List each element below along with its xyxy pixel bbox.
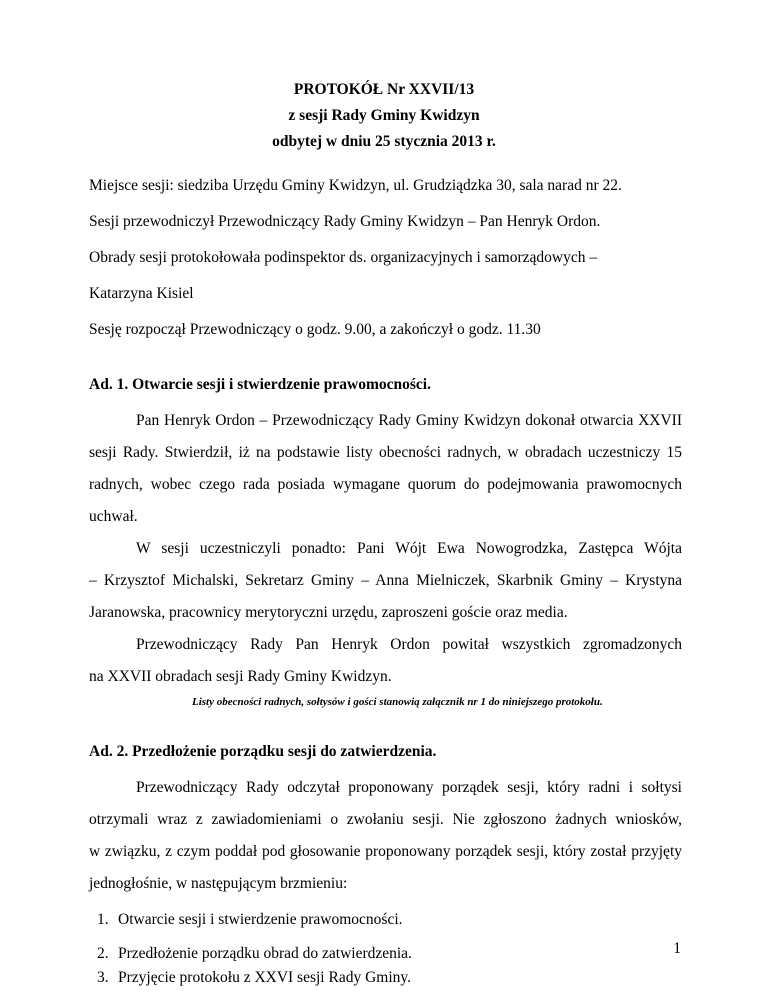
page-number: 1 bbox=[673, 940, 681, 957]
list-item: Przyjęcie protokołu z XXVI sesji Rady Gminy. bbox=[118, 969, 412, 986]
session-recorder-name: Katarzyna Kisiel bbox=[89, 285, 194, 302]
ad2-paragraph-line: Przewodniczący Rady odczytał proponowany porządek sesji, który radni i sołtysi bbox=[136, 779, 682, 796]
ad2-paragraph-line: otrzymali wraz z zawiadomieniami o zwołaniu sesji. Nie zgłoszono żadnych wniosków, bbox=[89, 811, 682, 828]
ad1-paragraph1-line: sesji Rady. Stwierdził, iż na podstawie listy obecności radnych, w obradach uczestniczy 15 bbox=[89, 444, 682, 461]
list-item: Przedłożenie porządku obrad do zatwierdzenia. bbox=[118, 945, 412, 962]
document-subtitle: z sesji Rady Gminy Kwidzyn bbox=[288, 107, 480, 124]
list-item-number: 1. bbox=[97, 911, 109, 928]
list-item-number: 2. bbox=[97, 945, 109, 962]
session-place: Miejsce sesji: siedziba Urzędu Gminy Kwidzyn, ul. Grudziądzka 30, sala narad nr 22. bbox=[89, 177, 622, 194]
ad1-paragraph3-line: Przewodniczący Rady Pan Henryk Ordon powitał wszystkich zgromadzonych bbox=[136, 636, 682, 653]
ad2-paragraph-line: jednogłośnie, w następującym brzmieniu: bbox=[89, 875, 348, 892]
section-heading-ad2: Ad. 2. Przedłożenie porządku sesji do zatwierdzenia. bbox=[89, 743, 437, 760]
ad1-paragraph1-line: Pan Henryk Ordon – Przewodniczący Rady Gminy Kwidzyn dokonał otwarcia XXVII bbox=[136, 412, 682, 429]
ad1-paragraph2-line: Jaranowska, pracownicy merytoryczni urzędu, zaproszeni goście oraz media. bbox=[89, 604, 568, 621]
document-date-line: odbytej w dniu 25 stycznia 2013 r. bbox=[272, 133, 496, 150]
attendance-note: Listy obecności radnych, sołtysów i gości stanowią załącznik nr 1 do niniejszego protokołu. bbox=[192, 696, 603, 708]
section-heading-ad1: Ad. 1. Otwarcie sesji i stwierdzenie prawomocności. bbox=[89, 376, 431, 393]
list-item: Otwarcie sesji i stwierdzenie prawomocności. bbox=[118, 911, 403, 928]
session-chair: Sesji przewodniczył Przewodniczący Rady Gminy Kwidzyn – Pan Henryk Ordon. bbox=[89, 213, 601, 230]
ad1-paragraph1-line: uchwał. bbox=[89, 508, 138, 525]
document-title: PROTOKÓŁ Nr XXVII/13 bbox=[293, 81, 475, 98]
session-recorder: Obrady sesji protokołowała podinspektor ds. organizacyjnych i samorządowych – bbox=[89, 249, 598, 266]
session-timing: Sesję rozpoczął Przewodniczący o godz. 9.00, a zakończył o godz. 11.30 bbox=[89, 321, 541, 338]
ad1-paragraph3-line: na XXVII obradach sesji Rady Gminy Kwidzyn. bbox=[89, 668, 392, 685]
ad2-paragraph-line: w związku, z czym poddał pod głosowanie proponowany porządek sesji, który został przyjęty bbox=[89, 843, 682, 860]
ad1-paragraph1-line: radnych, wobec czego rada posiada wymagane quorum do podejmowania prawomocnych bbox=[89, 476, 682, 493]
ad1-paragraph2-line: W sesji uczestniczyli ponadto: Pani Wójt Ewa Nowogrodzka, Zastępca Wójta bbox=[136, 540, 682, 557]
ad1-paragraph2-line: – Krzysztof Michalski, Sekretarz Gminy – Anna Mielniczek, Skarbnik Gminy – Krystyna bbox=[89, 572, 682, 589]
list-item-number: 3. bbox=[97, 969, 109, 986]
